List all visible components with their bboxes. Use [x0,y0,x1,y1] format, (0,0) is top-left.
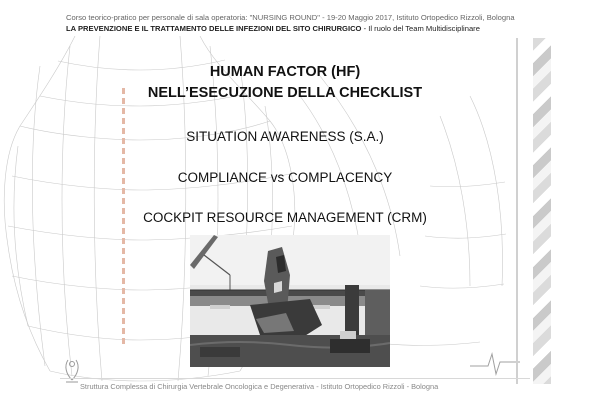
course-subtitle-bold: LA PREVENZIONE E IL TRATTAMENTO DELLE INFEZIONI DEL SITO CHIRURGICO [66,24,362,33]
topic-crm: COCKPIT RESOURCE MANAGEMENT (CRM) [143,210,427,225]
footer-institution: Struttura Complessa di Chirurgia Vertebrale Oncologica e Degenerativa - Istituto Ortopedico Rizzoli - Bologna [80,382,439,391]
hazard-stripe-bar [533,38,551,384]
course-subtitle [66,24,586,33]
topic-compliance-complacency: COMPLIANCE vs COMPLACENCY [177,170,393,185]
course-subtitle-rest: - Il ruolo del Team Multidisciplinare [361,24,480,33]
aircraft-crash-photo-drawing [190,235,390,367]
course-header: Corso teorico-pratico per personale di sala operatoria: "NURSING ROUND" - 19-20 Maggio 2017, Istituto Ortopedico Rizzoli, Bologna [66,13,515,22]
ior-logo-icon [62,356,84,384]
slide-title-line2: NELL’ESECUZIONE DELLA CHECKLIST [147,85,423,101]
topic-situation-awareness: SITUATION AWARENESS (S.A.) [186,129,384,144]
footer-divider [60,378,530,379]
aircraft-crash-photo [190,235,390,367]
right-border-line [516,38,518,384]
slide-title-line1: HUMAN FACTOR (HF) [209,64,361,80]
slide-title [120,62,450,104]
